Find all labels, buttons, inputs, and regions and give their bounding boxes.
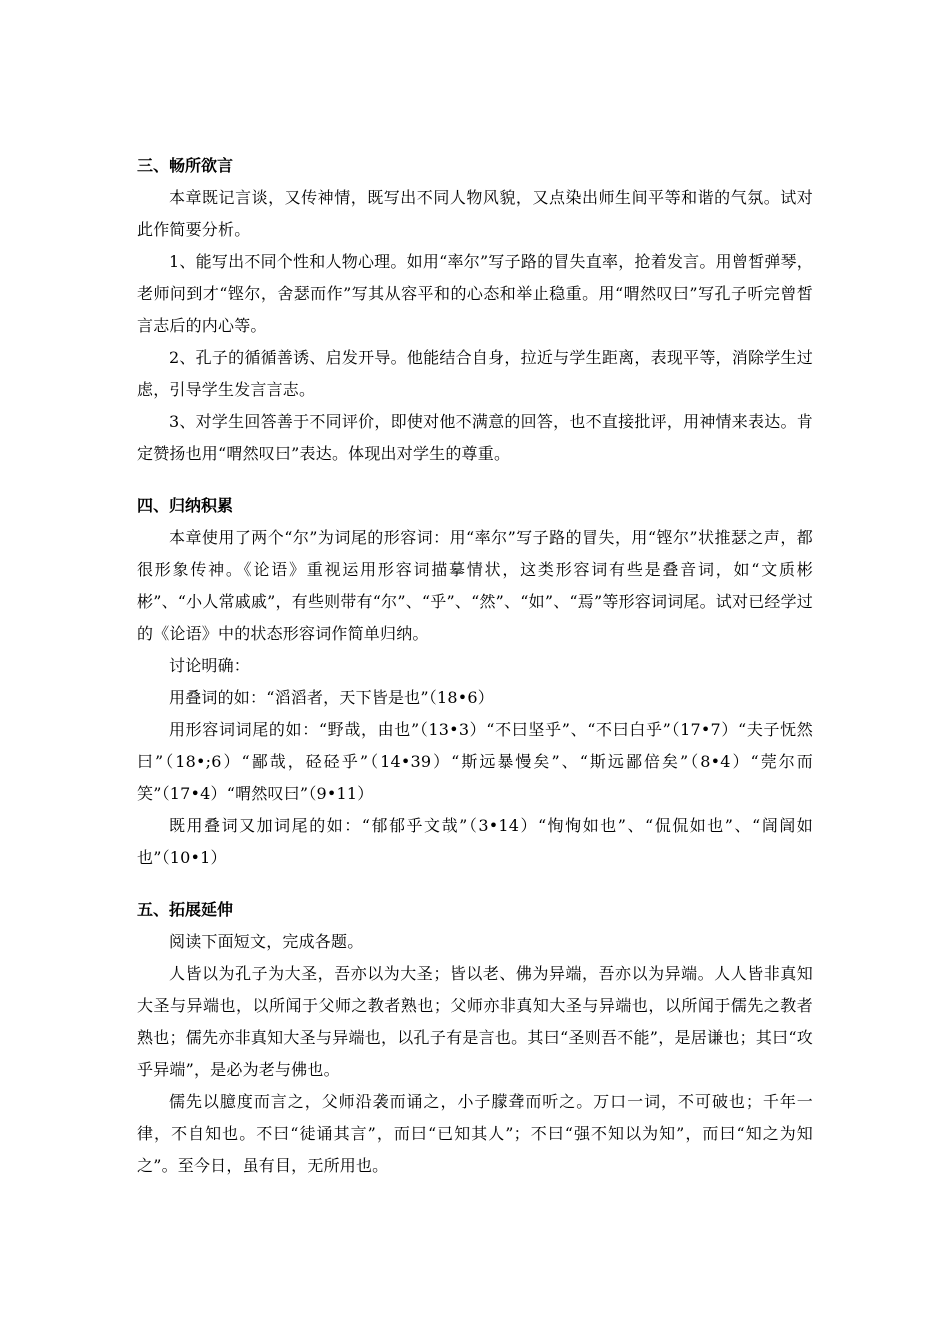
- paragraph: 用形容词词尾的如：“野哉，由也”（13•3）“不曰坚乎”、“不曰白乎”（17•7）“夫子怃然曰”（18•;6）“鄙哉，硁硁乎”（14•39）“斯远暴慢矣”、“斯远鄙倍矣”（8•4）“莞尔而笑”（17•4）“喟然叹曰”（9•11）: [137, 720, 813, 803]
- paragraph: 1、能写出不同个性和人物心理。如用“率尔”写子路的冒失直率，抢着发言。用曾皙弹琴，老师问到才“铿尔，舍瑟而作”写其从容平和的心态和举止稳重。用“喟然叹曰”写孔子听完曾皙言志后的内心等。: [137, 252, 813, 335]
- section-heading: 四、归纳积累: [137, 496, 234, 515]
- paragraph: 本章使用了两个“尔”为词尾的形容词：用“率尔”写子路的冒失，用“铿尔”状推瑟之声，都很形象传神。《论语》重视运用形容词描摹情状，这类形容词有些是叠音词，如“文质彬彬”、“小人常戚戚”，有些则带有“尔”、“乎”、“然”、“如”、“焉”等形容词词尾。试对已经学过的《论语》中的状态形容词作简单归纳。: [137, 528, 813, 643]
- document-page: [137, 150, 813, 1182]
- paragraph: 本章既记言谈，又传神情，既写出不同人物风貌，又点染出师生间平等和谐的气氛。试对此作简要分析。: [137, 188, 813, 239]
- paragraph: 儒先以臆度而言之，父师沿袭而诵之，小子朦聋而听之。万口一词，不可破也；千年一律，不自知也。不曰“徒诵其言”，而曰“已知其人”；不曰“强不知以为知”，而曰“知之为知之”。至今日，虽有目，无所用也。: [137, 1092, 813, 1175]
- section-four: [137, 490, 813, 874]
- paragraph: 3、对学生回答善于不同评价，即使对他不满意的回答，也不直接批评，用神情来表达。肯定赞扬也用“喟然叹曰”表达。体现出对学生的尊重。: [137, 412, 813, 463]
- section-five: [137, 894, 813, 1182]
- paragraph: 人皆以为孔子为大圣，吾亦以为大圣；皆以老、佛为异端，吾亦以为异端。人人皆非真知大圣与异端也，以所闻于父师之教者熟也；父师亦非真知大圣与异端也，以所闻于儒先之教者熟也；儒先亦非真知大圣与异端也，以孔子有是言也。其曰“圣则吾不能”，是居谦也；其曰“攻乎异端”，是必为老与佛也。: [137, 964, 813, 1079]
- section-three: [137, 150, 813, 470]
- paragraph: 用叠词的如：“滔滔者，天下皆是也”（18•6）: [169, 688, 494, 707]
- paragraph: 既用叠词又加词尾的如：“郁郁乎文哉”（3•14）“恂恂如也”、“侃侃如也”、“訚訚如也”（10•1）: [137, 816, 813, 867]
- paragraph: 2、孔子的循循善诱、启发开导。他能结合自身，拉近与学生距离，表现平等，消除学生过虑，引导学生发言言志。: [137, 348, 813, 399]
- paragraph: 讨论明确：: [169, 656, 251, 675]
- paragraph: 阅读下面短文，完成各题。: [169, 932, 364, 951]
- section-heading: 五、拓展延伸: [137, 900, 234, 919]
- section-heading: 三、畅所欲言: [137, 156, 234, 175]
